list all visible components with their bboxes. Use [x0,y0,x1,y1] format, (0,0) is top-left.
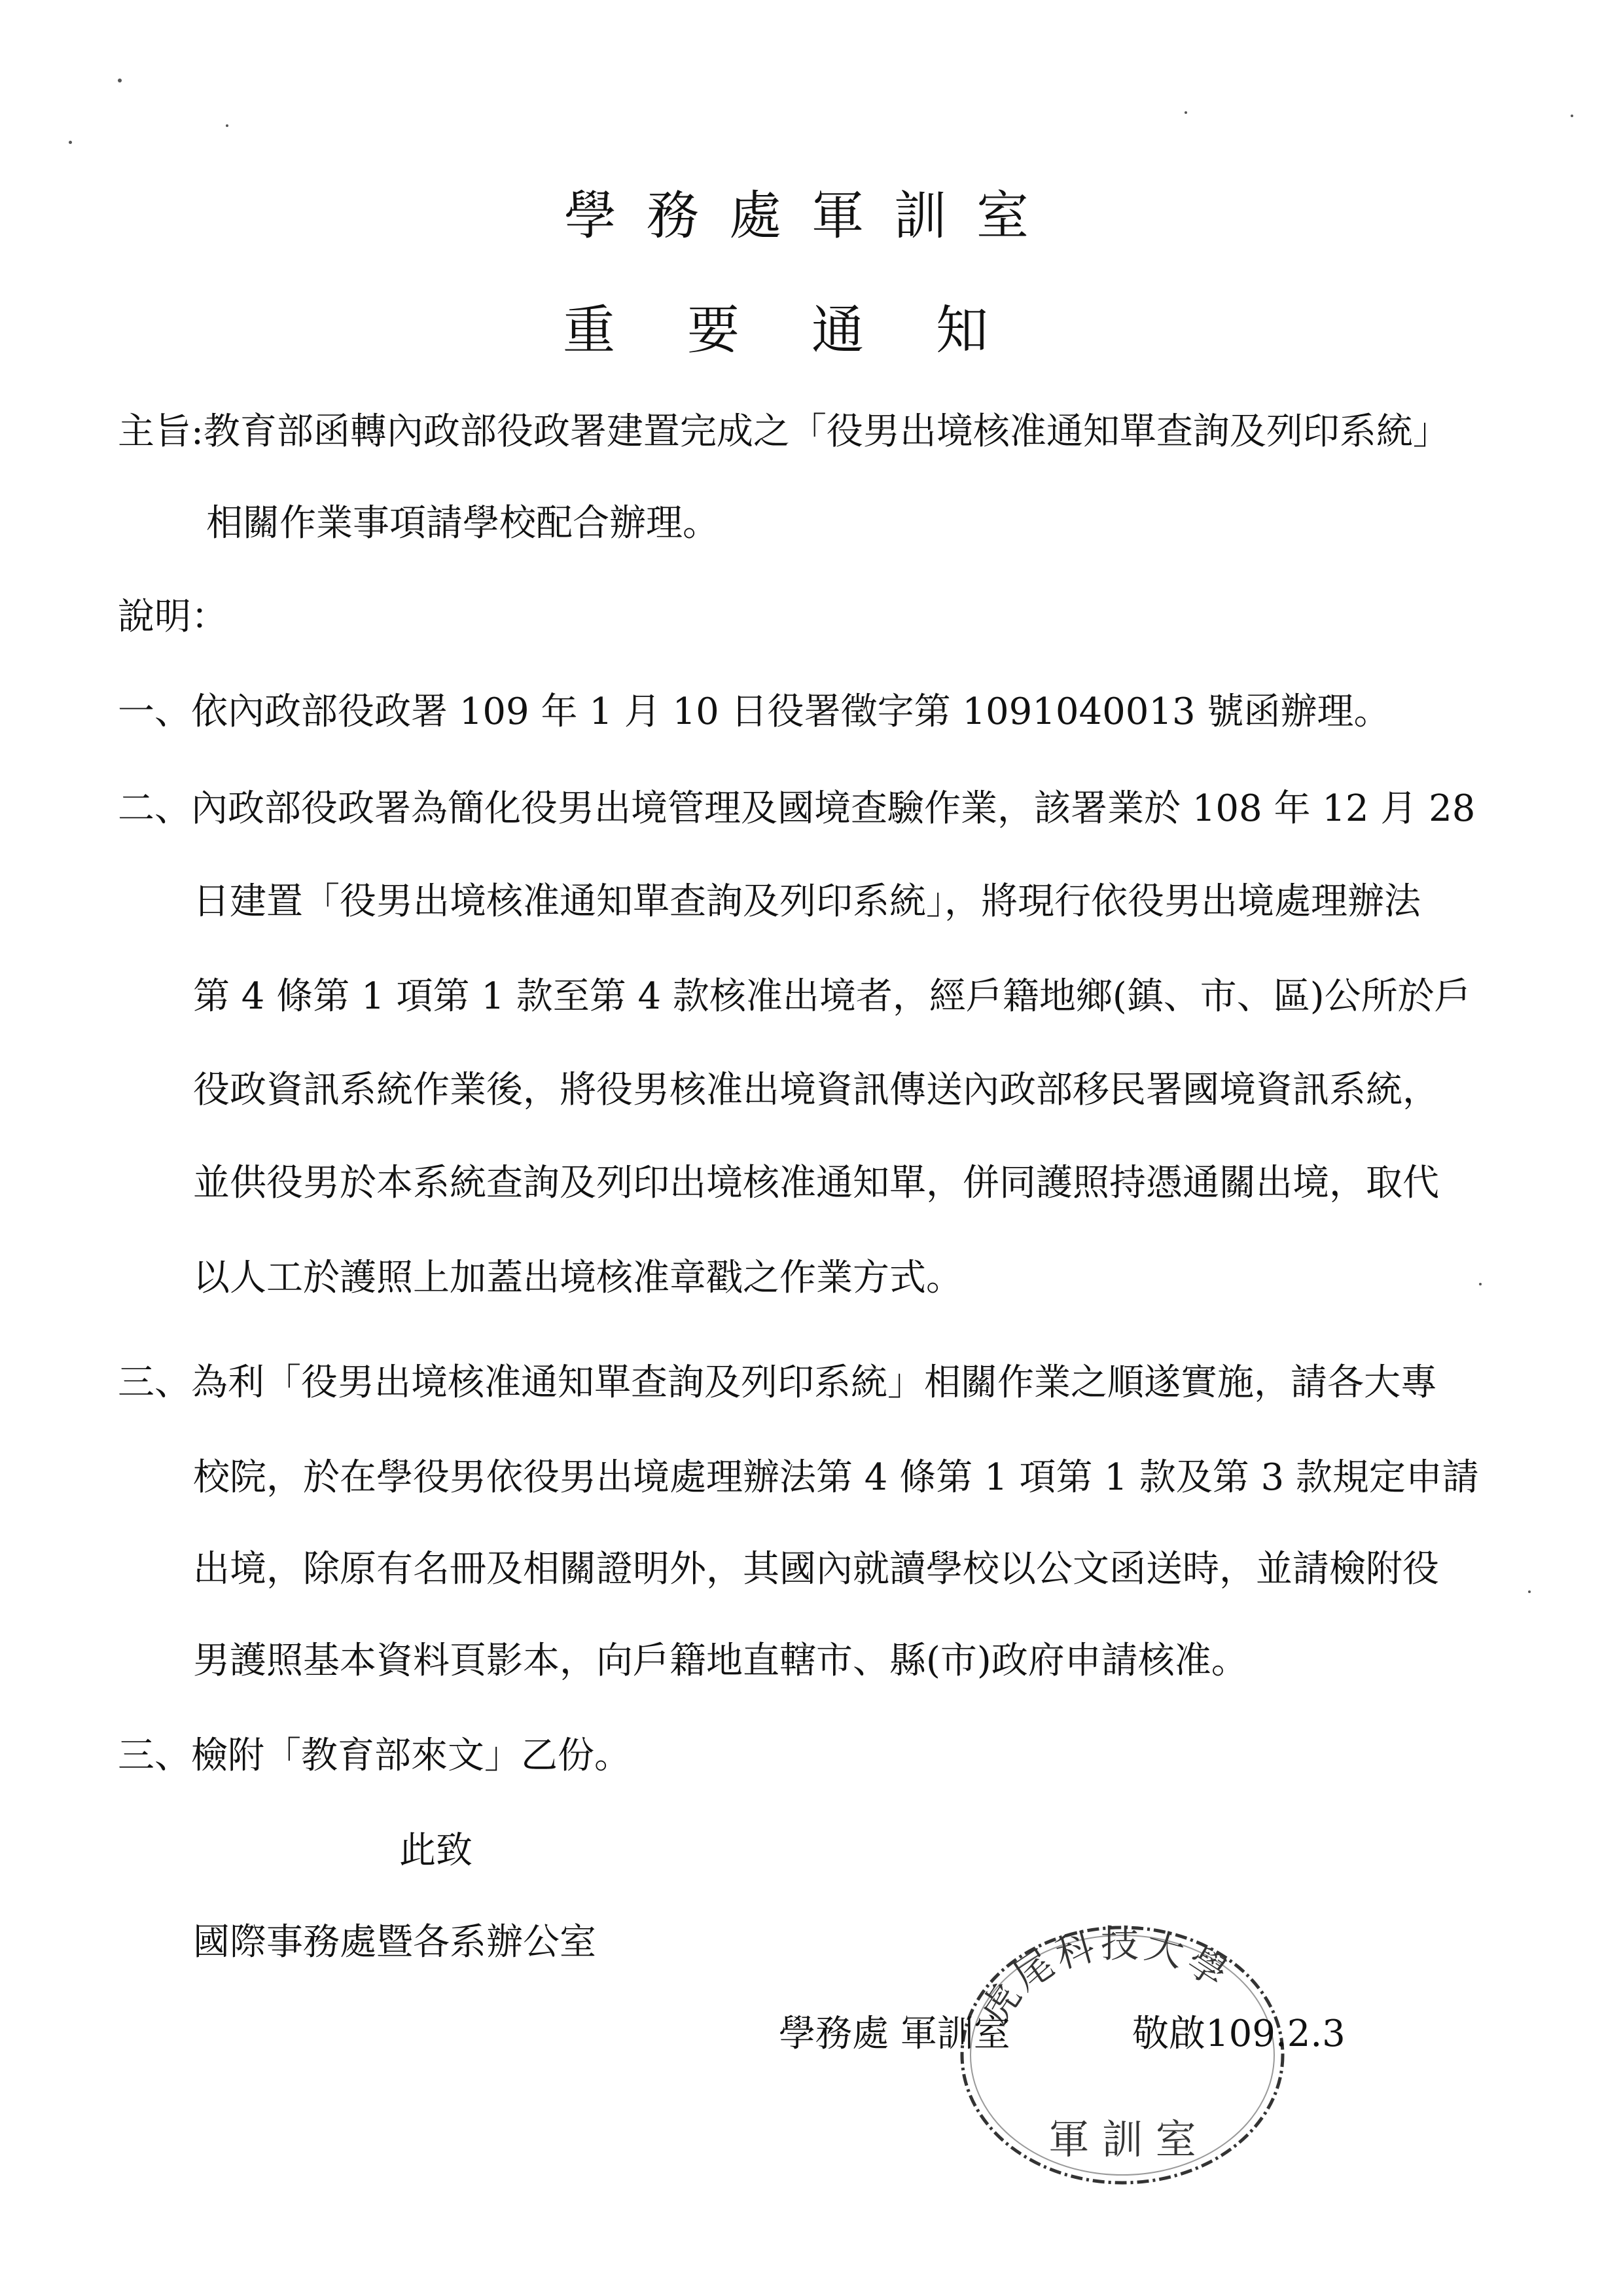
seal-bottom-text: 軍 訓 室 [1048,2115,1196,2163]
scan-speck [1479,1283,1482,1285]
scan-speck [1528,1590,1531,1593]
signature-date: 敬啟109.2.3 [1132,2013,1346,2055]
scan-speck [1571,115,1573,117]
notice-title: 重要通知 [563,300,1060,361]
item-two-line-3: 第 4 條第 1 項第 1 款至第 4 款核准出境者，經戶籍地鄉(鎮、市、區)公所於戶 [193,975,1471,1018]
scan-speck [1185,111,1187,114]
item-three-line-1: 三、為利「役男出境核准通知單查詢及列印系統」相關作業之順遂實施，請各大專 [118,1361,1437,1404]
item-three-line-4: 男護照基本資料頁影本，向戶籍地直轄市、縣(市)政府申請核准。 [193,1640,1248,1682]
subject-line-1: 主旨:教育部函轉內政部役政署建置完成之「役男出境核准通知單查詢及列印系統」 [118,410,1450,453]
item-two-line-6: 以人工於護照上加蓋出境核准章戳之作業方式。 [193,1257,963,1299]
scan-speck [226,124,228,127]
explanation-label: 說明： [118,596,228,638]
office-title: 學務處軍訓室 [564,185,1059,246]
item-one: 一、依內政部役政署 109 年 1 月 10 日役署徵字第 1091040013 號函辦理。 [118,691,1391,733]
item-two-line-5: 並供役男於本系統查詢及列印出境核准通知單，併同護照持憑通關出境，取代 [193,1162,1439,1204]
subject-line-2: 相關作業事項請學校配合辦理。 [206,502,719,545]
seal-top-text: 虎尾科技大學 [971,1921,1238,2032]
item-three-line-3: 出境，除原有名冊及相關證明外，其國內就讀學校以公文函送時，並請檢附役 [193,1548,1439,1590]
closing-phrase: 此致 [399,1829,473,1872]
item-four: 三、檢附「教育部來文」乙份。 [118,1734,631,1777]
signature-unit: 學務處 軍訓室 [779,2013,1010,2055]
item-two-line-4: 役政資訊系統作業後，將役男核准出境資訊傳送內政部移民署國境資訊系統， [193,1069,1439,1111]
scan-speck [118,79,122,82]
recipient: 國際事務處暨各系辦公室 [193,1921,596,1964]
item-two-line-1: 二、內政部役政署為簡化役男出境管理及國境查驗作業，該署業於 108 年 12 月 28 [118,787,1476,830]
item-three-line-2: 校院，於在學役男依役男出境處理辦法第 4 條第 1 項第 1 款及第 3 款規定申請 [193,1456,1479,1499]
scan-speck [69,141,72,144]
item-two-line-2: 日建置「役男出境核准通知單查詢及列印系統」，將現行依役男出境處理辦法 [193,880,1421,923]
official-seal-stamp [952,1918,1293,2193]
